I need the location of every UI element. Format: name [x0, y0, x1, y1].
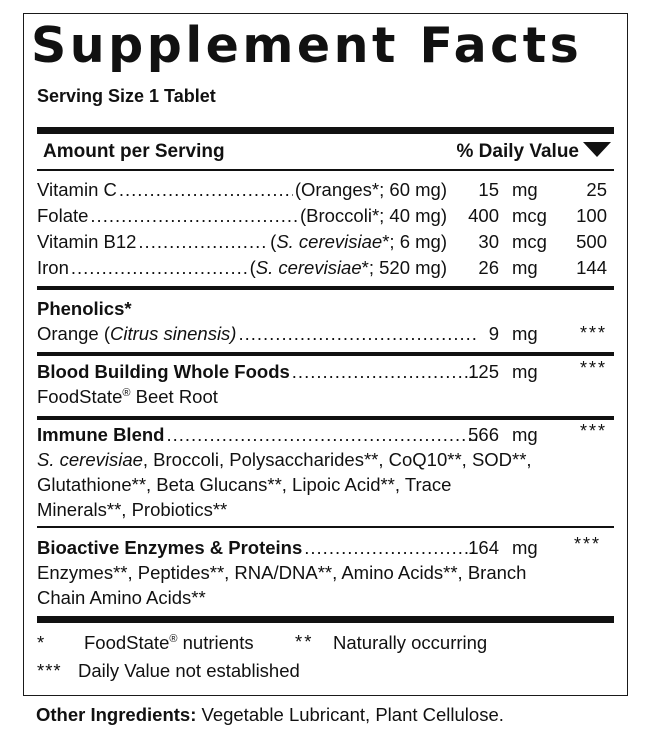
- nutrient-name: Vitamin C: [37, 179, 117, 200]
- divider-medium: [37, 352, 614, 356]
- divider-medium: [37, 416, 614, 420]
- immune-ingredients-line3: Minerals**, Probiotics**: [37, 499, 228, 520]
- blood-building-title: Blood Building Whole Foods: [37, 361, 290, 382]
- enzymes-ingredients-line2: Chain Amino Acids**: [37, 587, 206, 608]
- immune-amount: 566: [468, 424, 499, 445]
- phenolics-dv: ***: [579, 323, 607, 343]
- nutrient-source: (S. cerevisiae*; 6 mg): [270, 231, 447, 252]
- blood-dv: ***: [579, 358, 607, 378]
- nutrient-name: Vitamin B12: [37, 231, 137, 252]
- nutrient-unit: mg: [512, 179, 538, 200]
- vitamin-row-c: [37, 179, 447, 205]
- nutrient-dv: 144: [576, 257, 607, 278]
- phenolics-title: Phenolics*: [37, 298, 132, 319]
- leader-dots: [119, 179, 293, 201]
- vitamin-row-iron: [37, 257, 447, 283]
- nutrient-source: (Oranges*; 60 mg): [294, 179, 447, 200]
- nutrient-dv: 25: [586, 179, 607, 200]
- amount-per-serving-header: Amount per Serving: [43, 141, 225, 162]
- supplement-facts-panel: [23, 13, 628, 696]
- footnote-not-established: Daily Value not established: [78, 660, 300, 681]
- footnote-naturally: Naturally occurring: [333, 632, 488, 653]
- nutrient-unit: mcg: [512, 231, 547, 252]
- footnote-triple-star: ***: [37, 660, 62, 681]
- nutrient-source: (Broccoli*; 40 mg): [299, 205, 447, 226]
- nutrient-amount: 400: [468, 205, 499, 226]
- enzymes-ingredients-line1: Enzymes**, Peptides**, RNA/DNA**, Amino Acids**, Branch: [37, 562, 527, 583]
- nutrient-dv: 500: [576, 231, 607, 252]
- vitamin-row-b12: [37, 231, 447, 257]
- enzymes-dv: ***: [573, 534, 601, 554]
- nutrient-source: (S. cerevisiae*; 520 mg): [249, 257, 447, 278]
- nutrient-unit: mg: [512, 257, 538, 278]
- panel-title: Supplement Facts: [31, 17, 583, 74]
- leader-dots: [138, 231, 268, 253]
- immune-unit: mg: [512, 424, 538, 445]
- vitamin-row-folate: [37, 205, 447, 231]
- phenolics-item-name: Orange (Citrus sinensis): [37, 323, 237, 344]
- divider-thin: [37, 169, 614, 171]
- serving-size: Serving Size 1 Tablet: [37, 86, 216, 106]
- enzymes-amount: 164: [468, 537, 499, 558]
- nutrient-amount: 30: [478, 231, 499, 252]
- footnote-star: *: [37, 632, 45, 653]
- nutrient-amount: 15: [478, 179, 499, 200]
- immune-ingredients-line1: S. cerevisiae, Broccoli, Polysaccharides**, CoQ10**, SOD**,: [37, 449, 532, 470]
- immune-blend-title: Immune Blend: [37, 424, 165, 445]
- divider-medium: [37, 286, 614, 290]
- immune-dv: ***: [579, 421, 607, 441]
- immune-ingredients-line2: Glutathione**, Beta Glucans**, Lipoic Acid**, Trace: [37, 474, 452, 495]
- divider-thin: [37, 526, 614, 528]
- nutrient-name: Iron: [37, 257, 69, 278]
- phenolics-item: [37, 323, 480, 349]
- nutrient-unit: mcg: [512, 205, 547, 226]
- enzymes-unit: mg: [512, 537, 538, 558]
- blood-building-row: [37, 361, 480, 387]
- nutrient-dv: 100: [576, 205, 607, 226]
- blood-ingredients: FoodState® Beet Root: [37, 386, 218, 407]
- leader-dots: [90, 205, 298, 227]
- enzymes-row: [37, 537, 480, 563]
- leader-dots: [166, 424, 478, 446]
- leader-dots: [71, 257, 248, 279]
- phenolics-unit: mg: [512, 323, 538, 344]
- nutrient-amount: 26: [478, 257, 499, 278]
- blood-amount: 125: [468, 361, 499, 382]
- phenolics-amount: 9: [488, 323, 499, 344]
- other-ingredients-label: Other Ingredients:: [36, 704, 197, 725]
- footnote-double-star: **: [295, 631, 314, 652]
- other-ingredients-text: Vegetable Lubricant, Plant Cellulose.: [196, 704, 504, 725]
- triangle-down-icon: [583, 142, 611, 157]
- blood-unit: mg: [512, 361, 538, 382]
- daily-value-header: [456, 141, 611, 163]
- footnote-foodstate: FoodState® nutrients: [84, 632, 254, 653]
- divider-thick: [37, 127, 614, 134]
- divider-thick: [37, 616, 614, 623]
- immune-blend-row: [37, 424, 480, 450]
- nutrient-name: Folate: [37, 205, 89, 226]
- other-ingredients: [36, 704, 504, 726]
- enzymes-title: Bioactive Enzymes & Proteins: [37, 537, 303, 558]
- daily-value-label: % Daily Value: [456, 141, 579, 162]
